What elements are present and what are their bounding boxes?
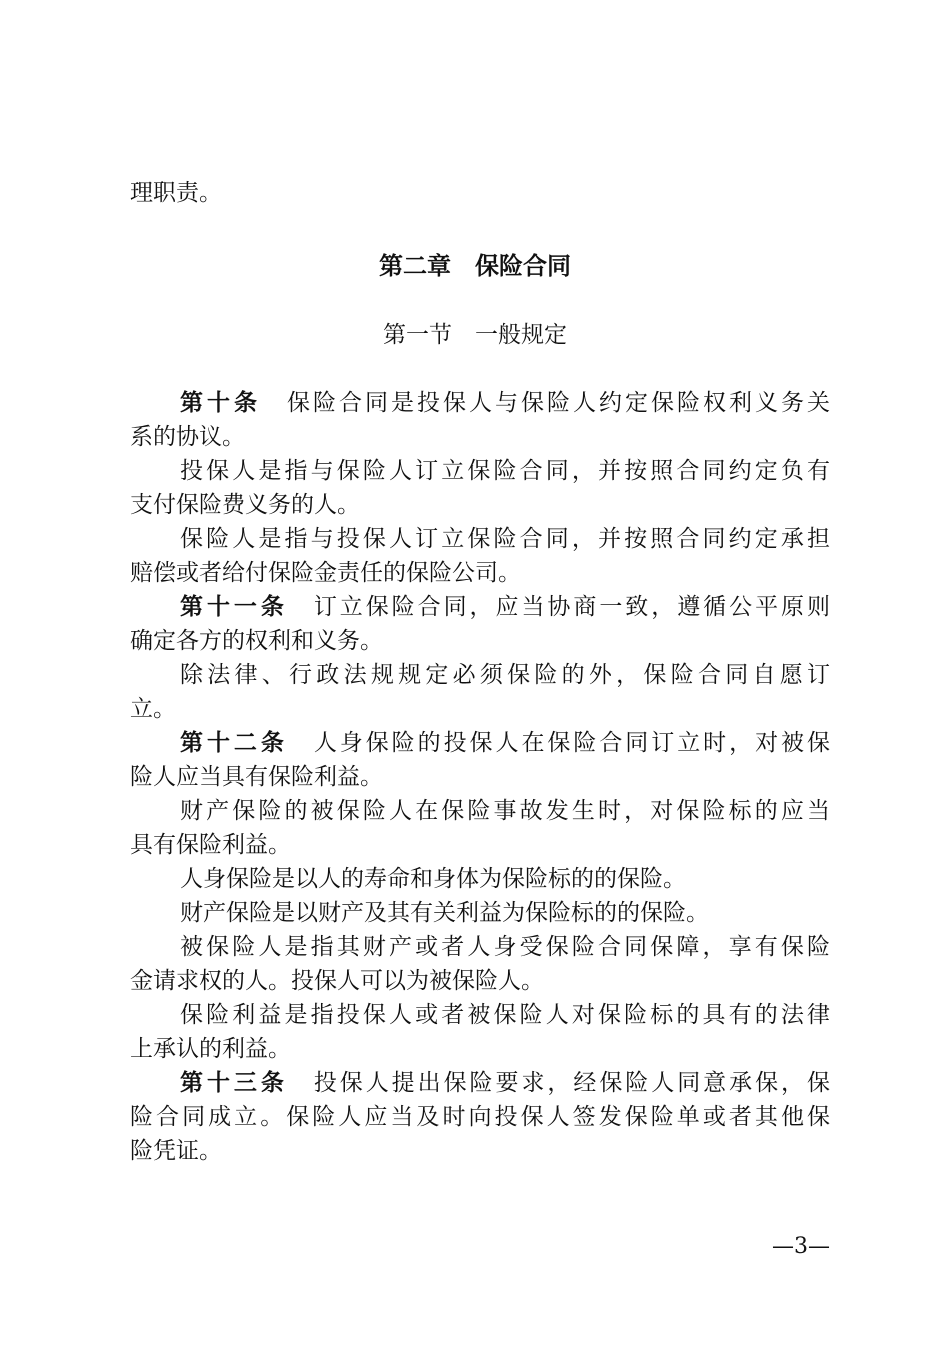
body-text	[130, 386, 830, 1168]
page-number: —3—	[772, 1234, 830, 1259]
paragraph-line: 支付保险费义务的人。	[130, 492, 360, 518]
article-10-line-2: 系的协议。	[130, 424, 245, 450]
paragraph-line: 财产保险是以财产及其有关利益为保险标的的保险。	[180, 900, 709, 926]
chapter-title: 第二章 保险合同	[379, 252, 571, 280]
top-line: 理职责。	[130, 180, 222, 206]
article-13-label: 第十三条	[180, 1070, 288, 1096]
article-13-line-3: 险凭证。	[130, 1138, 222, 1164]
section-title: 第一节 一般规定	[383, 322, 567, 348]
paragraph-line: 金请求权的人。投保人可以为被保险人。	[130, 968, 544, 994]
article-12-line-2: 险人应当具有保险利益。	[130, 764, 383, 790]
article-10-line-1: 第十条 保险合同是投保人与保险人约定保险权利义务关	[180, 390, 830, 416]
article-13-line-2: 险合同成立。保险人应当及时向投保人签发保险单或者其他保	[130, 1104, 830, 1130]
paragraph-line: 赔偿或者给付保险金责任的保险公司。	[130, 560, 521, 586]
paragraph-line: 人身保险是以人的寿命和身体为保险标的的保险。	[180, 866, 686, 892]
paragraph-line: 投保人是指与保险人订立保险合同，并按照合同约定负有	[180, 458, 830, 484]
paragraph-line: 被保险人是指其财产或者人身受保险合同保障，享有保险	[180, 934, 830, 960]
paragraph-line: 除法律、行政法规规定必须保险的外，保险合同自愿订	[180, 662, 830, 688]
continuation-text	[130, 176, 830, 210]
paragraph-line: 上承认的利益。	[130, 1036, 291, 1062]
article-11-line-2: 确定各方的权利和义务。	[130, 628, 383, 654]
article-13-line-1: 第十三条 投保人提出保险要求，经保险人同意承保，保	[180, 1070, 831, 1096]
article-12-line-1: 第十二条 人身保险的投保人在保险合同订立时，对被保	[180, 730, 831, 756]
article-11-label: 第十一条	[180, 594, 288, 620]
paragraph-line: 保险利益是指投保人或者被保险人对保险标的具有的法律	[180, 1002, 830, 1028]
article-11-line-1: 第十一条 订立保险合同，应当协商一致，遵循公平原则	[180, 594, 831, 620]
paragraph-line: 立。	[130, 696, 176, 722]
article-10-label: 第十条	[180, 390, 261, 416]
paragraph-line: 保险人是指与投保人订立保险合同，并按照合同约定承担	[180, 526, 830, 552]
paragraph-line: 财产保险的被保险人在保险事故发生时，对保险标的应当	[180, 798, 830, 824]
paragraph-line: 具有保险利益。	[130, 832, 291, 858]
article-12-label: 第十二条	[180, 730, 288, 756]
